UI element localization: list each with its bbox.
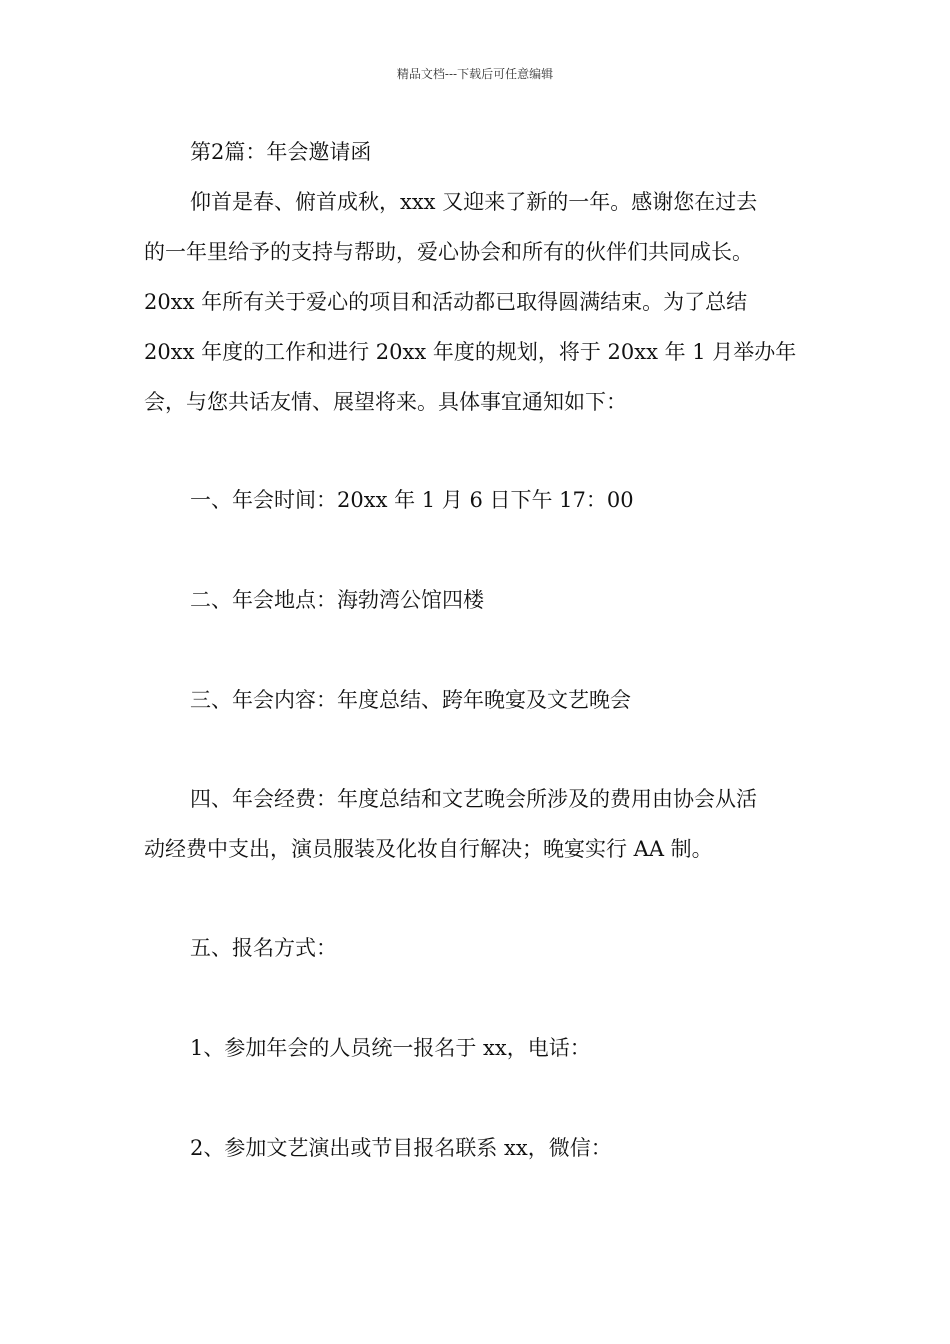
item-meeting-location: 二、年会地点：海勃湾公馆四楼 [190, 588, 484, 612]
expenses-line: 四、年会经费：年度总结和文艺晚会所涉及的费用由协会从活 [190, 787, 757, 811]
intro-line: 会，与您共话友情、展望将来。具体事宜通知如下： [144, 390, 627, 414]
intro-line: 20xx 年所有关于爱心的项目和活动都已取得圆满结束。为了总结 [144, 290, 748, 314]
document-title: 第2篇：年会邀请函 [190, 140, 372, 164]
expenses-line: 动经费中支出，演员服装及化妆自行解决；晚宴实行 AA 制。 [144, 837, 713, 861]
item-meeting-time: 一、年会时间：20xx 年 1 月 6 日下午 17：00 [190, 488, 634, 512]
intro-line: 仰首是春、俯首成秋，xxx 又迎来了新的一年。感谢您在过去 [190, 190, 758, 214]
intro-line: 20xx 年度的工作和进行 20xx 年度的规划，将于 20xx 年 1 月举办年 [144, 340, 797, 364]
intro-line: 的一年里给予的支持与帮助，爱心协会和所有的伙伴们共同成长。 [144, 240, 753, 264]
item-registration-method: 五、报名方式： [190, 936, 337, 960]
item-meeting-content: 三、年会内容：年度总结、跨年晚宴及文艺晚会 [190, 688, 631, 712]
item-registration-wechat: 2、参加文艺演出或节目报名联系 xx，微信： [190, 1136, 612, 1160]
page-header: 精品文档---下载后可任意编辑 [396, 67, 554, 81]
item-registration-phone: 1、参加年会的人员统一报名于 xx，电话： [190, 1036, 591, 1060]
